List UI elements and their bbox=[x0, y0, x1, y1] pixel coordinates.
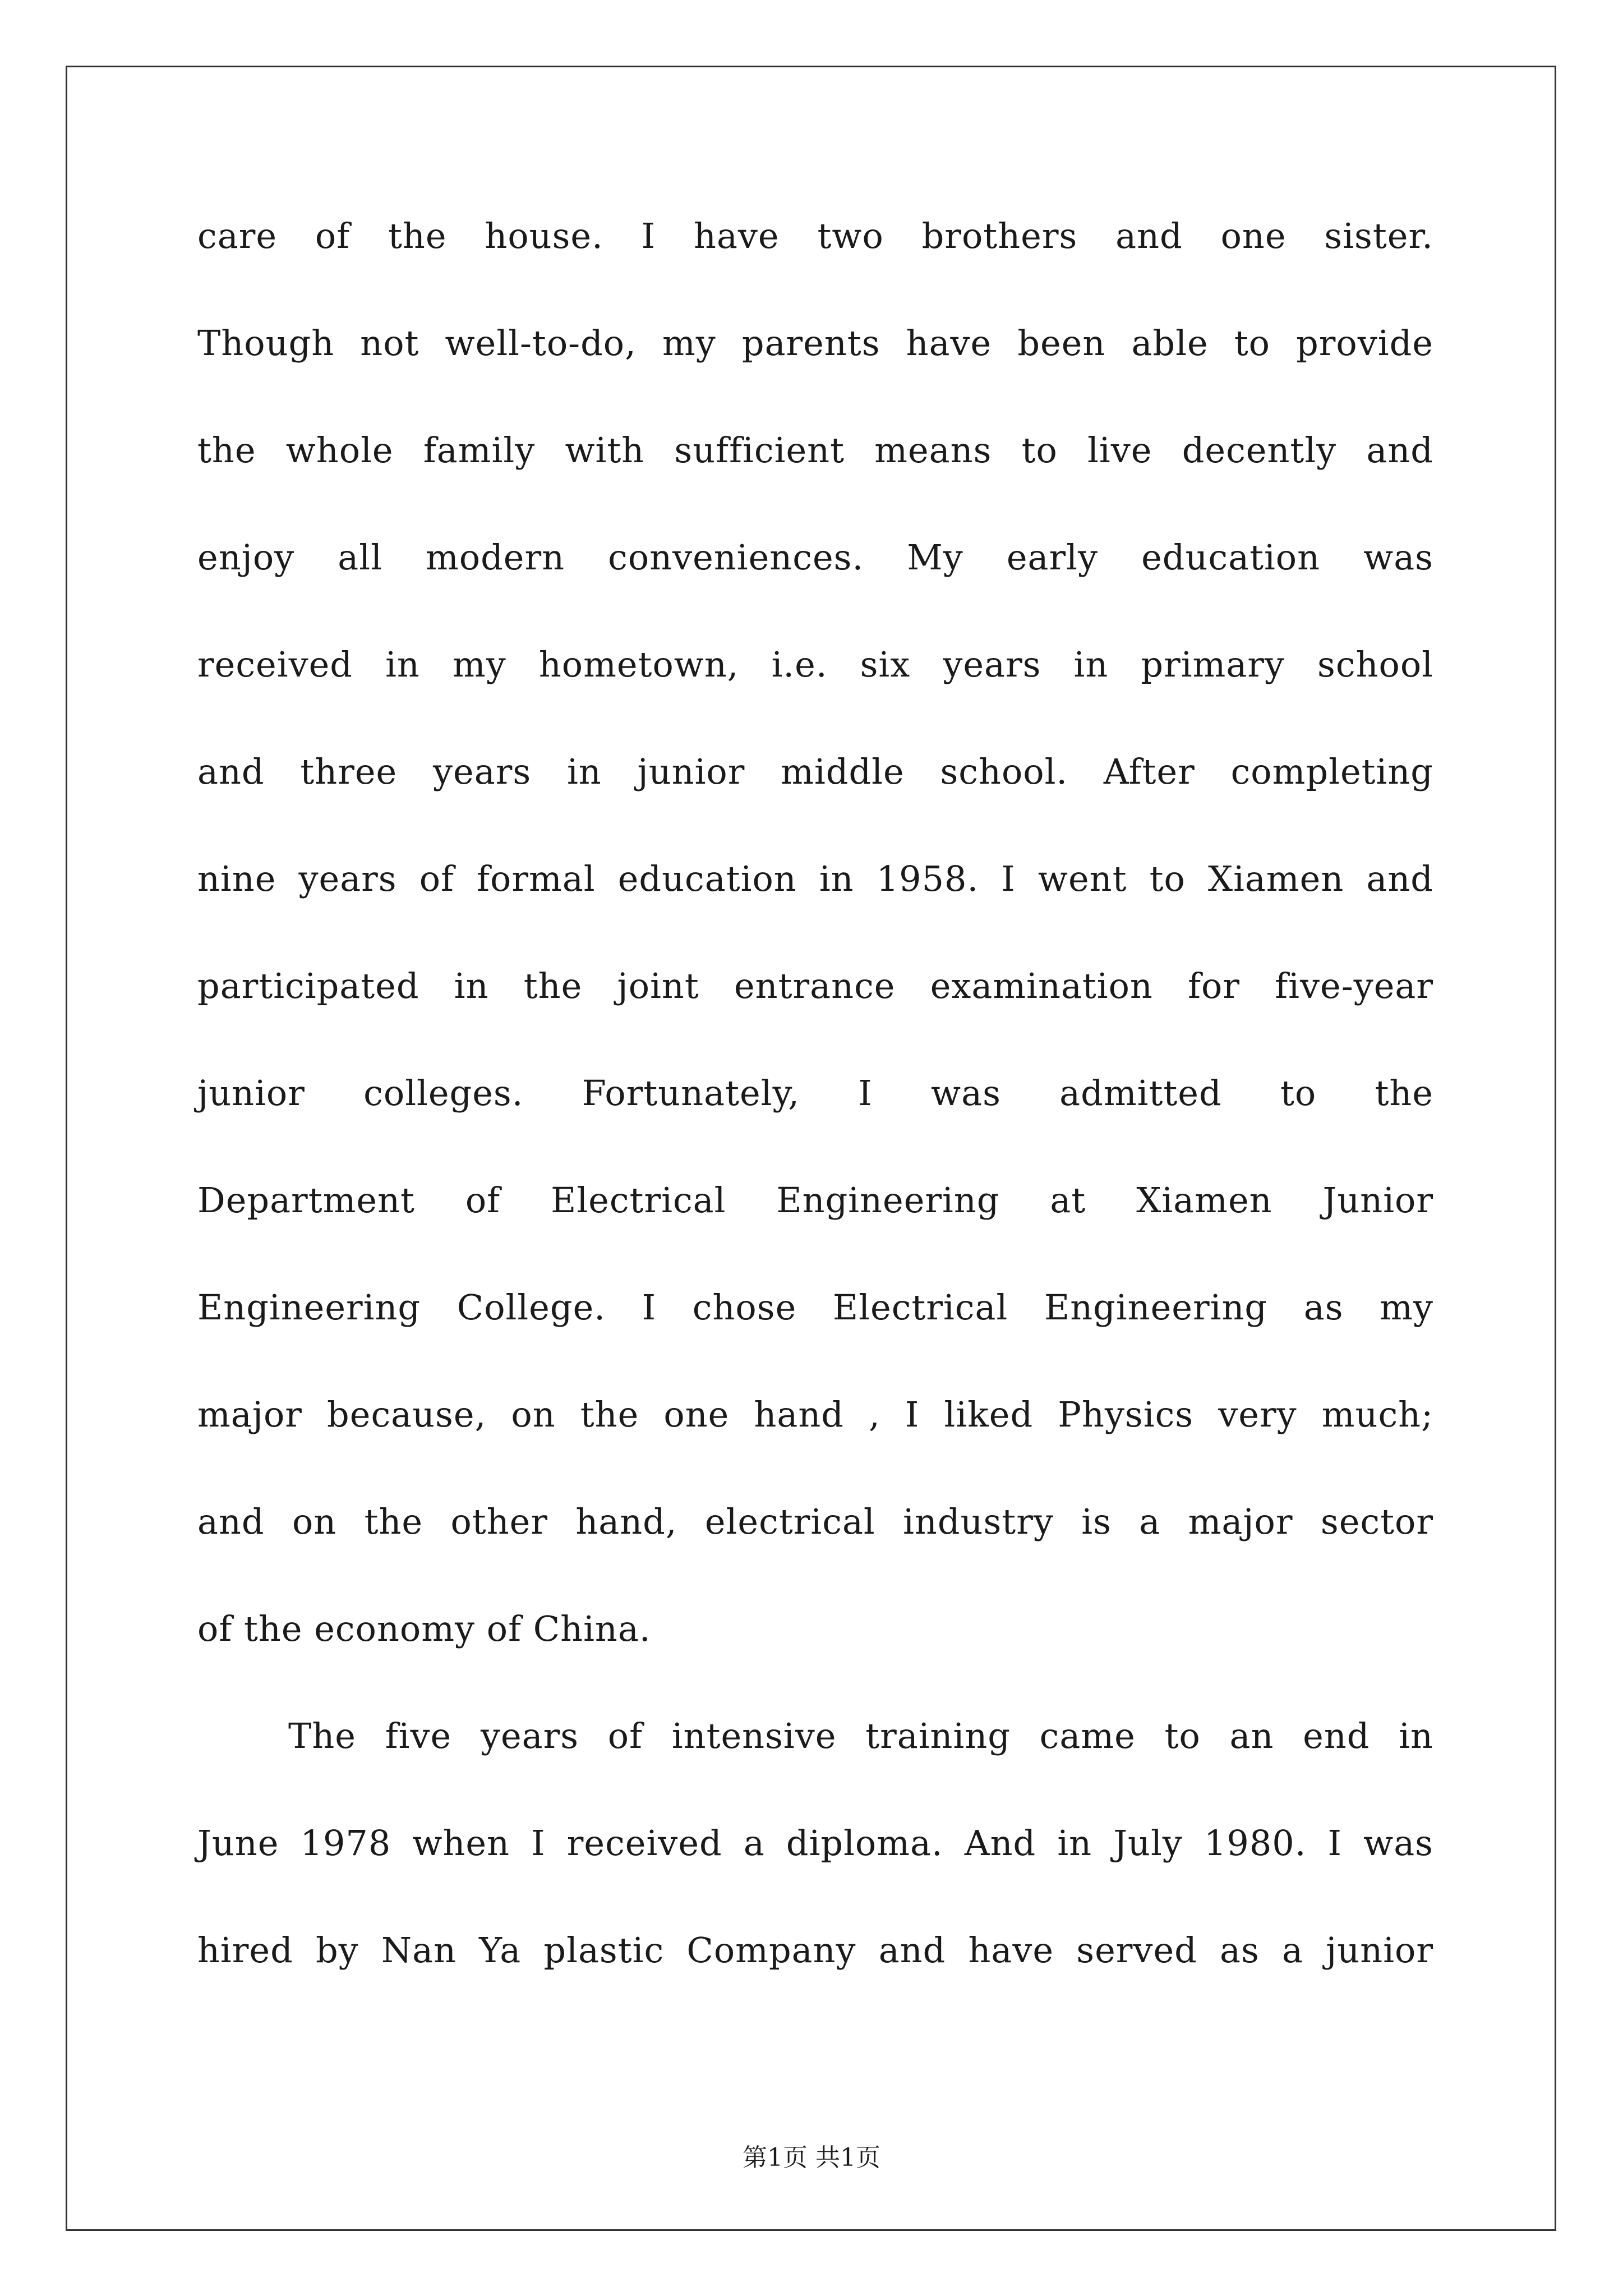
text-line: and three years in junior middle school. After completing bbox=[197, 751, 1433, 792]
text-line: Though not well-to-do, my parents have been able to provide bbox=[197, 323, 1433, 364]
text-line: major because, on the one hand , I liked Physics very much; bbox=[197, 1394, 1433, 1435]
text-line: participated in the joint entrance examination for five-year bbox=[197, 965, 1433, 1006]
text-line: nine years of formal education in 1958. I went to Xiamen and bbox=[197, 858, 1433, 899]
text-line: June 1978 when I received a diploma. And in July 1980. I was bbox=[197, 1823, 1433, 1864]
text-line: Department of Electrical Engineering at Xiamen Junior bbox=[197, 1180, 1433, 1221]
text-line: hired by Nan Ya plastic Company and have served as a junior bbox=[197, 1930, 1433, 1971]
text-line-paragraph-end: of the economy of China. bbox=[197, 1608, 651, 1649]
text-line: care of the house. I have two brothers and one sister. bbox=[197, 215, 1433, 256]
text-line: junior colleges. Fortunately, I was admitted to the bbox=[197, 1073, 1433, 1114]
text-line: received in my hometown, i.e. six years in primary school bbox=[197, 644, 1433, 685]
text-line-paragraph-start: The five years of intensive training came to an end in bbox=[288, 1715, 1433, 1756]
text-line: the whole family with sufficient means to live decently and bbox=[197, 430, 1433, 471]
document-body bbox=[197, 215, 1433, 2040]
text-line: enjoy all modern conveniences. My early education was bbox=[197, 537, 1433, 578]
text-line: and on the other hand, electrical industry is a major sector bbox=[197, 1501, 1433, 1542]
page-number-footer: 第1页 共1页 bbox=[743, 2143, 880, 2172]
text-line: Engineering College. I chose Electrical Engineering as my bbox=[197, 1287, 1433, 1328]
